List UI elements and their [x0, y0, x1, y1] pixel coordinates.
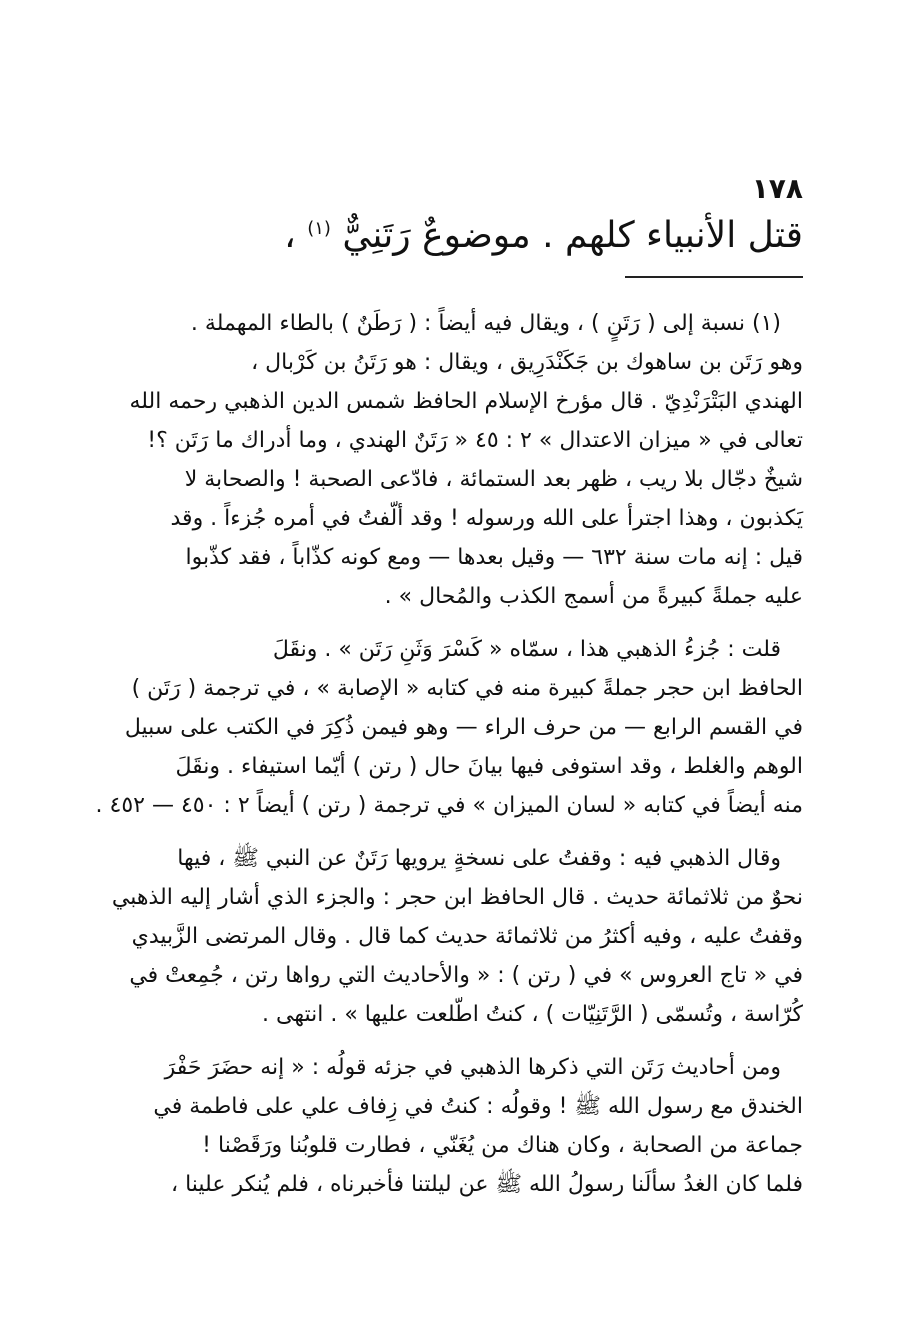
footnote-line: في « تاج العروس » في ( رتن ) : « والأحاديث التي رواها رتن ، جُمِعتْ في	[129, 963, 803, 988]
footnote-line: شيخٌ دجّال بلا ريب ، ظهر بعد الستمائة ، فادّعى الصحبة ! والصحابة لا	[184, 467, 803, 492]
footnote-line: نحوٌ من ثلاثمائة حديث . قال الحافظ ابن حجر : والجزء الذي أشار إليه الذهبي	[111, 885, 803, 910]
footnote-line: وقفتُ عليه ، وفيه أكثرُ من ثلاثمائة حديث كما قال . وقال المرتضى الزَّبيدي	[131, 924, 803, 949]
main-text: قتل الأنبياء كلهم . موضوعٌ رَتَنِيٌّ	[342, 215, 803, 256]
footnote-line: قلت : جُزءُ الذهبي هذا ، سمّاه « كَسْرَ وَثَنِ رَتَن » . ونقَلَ	[272, 637, 781, 662]
footnote-line: تعالى في « ميزان الاعتدال » ٢ : ٤٥ « رَتَنٌ الهندي ، وما أدراك ما رَتَن ؟!	[147, 428, 803, 453]
footnote-line: عليه جملةً كبيرةً من أسمج الكذب والمُحال » .	[384, 584, 803, 609]
footnote-line: وهو رَتَن بن ساهوك بن جَكَنْدَرِيق ، ويقال : هو رَتَنُ بن كَرْبال ،	[251, 350, 803, 375]
footnote-marker: (١)	[307, 218, 331, 239]
footnote-line: الخندق مع رسول الله ﷺ ! وقولُه : كنتُ في زِفاف علي على فاطمة في	[153, 1094, 803, 1119]
footnote-line: وقال الذهبي فيه : وقفتُ على نسخةٍ يرويها رَتَنٌ عن النبي ﷺ ، فيها	[177, 846, 781, 871]
footnote-line: فلما كان الغدُ سألَنا رسولُ الله ﷺ عن ليلتنا فأخبرناه ، فلم يُنكر علينا ،	[170, 1172, 803, 1197]
footnote-line: قيل : إنه مات سنة ٦٣٢ — وقيل بعدها — ومع كونه كذّاباً ، فقد كذّبوا	[185, 545, 803, 570]
main-text-end: ،	[284, 215, 296, 256]
footnote-paragraph-3	[109, 839, 803, 1034]
footnote-line: ومن أحاديث رَتَن التي ذكرها الذهبي في جزئه قولُه : « إنه حضَرَ حَفْرَ	[164, 1055, 781, 1080]
footnote-paragraph-1	[109, 304, 803, 616]
main-text-line	[103, 203, 803, 262]
footnote-line: في القسم الرابع — من حرف الراء — وهو فيمن ذُكِرَ في الكتب على سبيل	[124, 715, 803, 740]
footnotes	[95, 304, 803, 1218]
footnote-line: الهندي البَتْرَنْدِيّ . قال مؤرخ الإسلام الحافظ شمس الدين الذهبي رحمه الله	[129, 389, 803, 414]
footnote-line: منه أيضاً في كتابه « لسان الميزان » في ترجمة ( رتن ) أيضاً ٢ : ٤٥٠ — ٤٥٢ .	[95, 793, 803, 818]
footnote-line: يَكذبون ، وهذا اجترأ على الله ورسوله ! وقد ألّفتُ في أمره جُزءاً . وقد	[170, 506, 803, 531]
footnote-separator	[625, 276, 803, 278]
footnote-line: الوهم والغلط ، وقد استوفى فيها بيانَ حال ( رتن ) أيّما استيفاء . ونقَلَ	[175, 754, 803, 779]
footnote-line: الحافظ ابن حجر جملةً كبيرة منه في كتابه « الإصابة » ، في ترجمة ( رَتَن )	[131, 676, 803, 701]
footnote-line: كُرّاسة ، وتُسمّى ( الرَّتَنِيّات ) ، كنتُ اطّلعت عليها » . انتهى .	[262, 1002, 803, 1027]
footnote-line: (١) نسبة إلى ( رَتَنٍ ) ، ويقال فيه أيضاً : ( رَطَنٌ ) بالطاء المهملة .	[190, 311, 781, 336]
footnote-paragraph-2	[95, 630, 803, 825]
footnote-line: جماعة من الصحابة ، وكان هناك من يُغَنّي ، فطارت قلوبُنا ورَقَصْنا !	[202, 1133, 803, 1158]
footnote-paragraph-4	[109, 1048, 803, 1204]
page-number: ١٧٨	[751, 172, 803, 205]
